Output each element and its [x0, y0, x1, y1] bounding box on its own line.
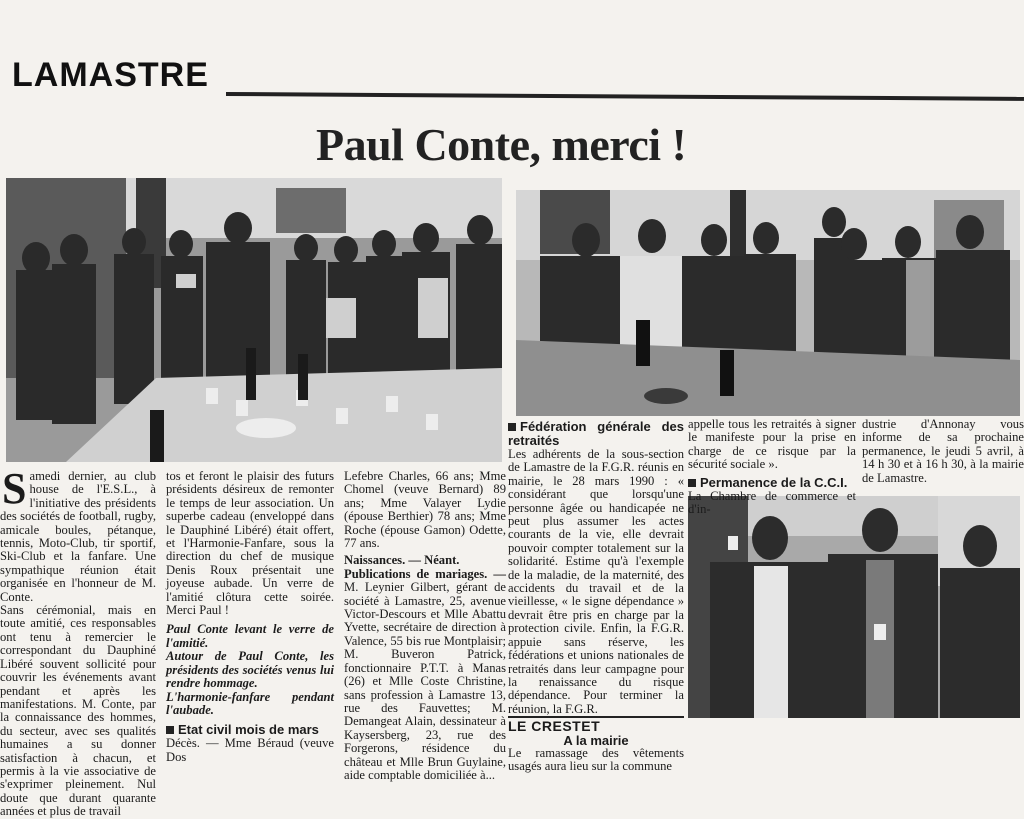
dropcap: S	[2, 464, 27, 513]
article-paragraph: Les adhérents de la sous-section de Lamastre de la F.G.R. réunis en mairie, le 28 mars 1990 : « considérant que lorsqu'une personne âgée ou handicapée ne peut plus assumer les actes courants de la vie, elle devrait pouvoir compter totalement sur la solidarité. Estime qu'à l'exemple de la maladie, de la maternité, des accidents du travail et de la vieillesse, « le signe dépendance » devrait être pris en charge par la protection civile. Enfin, la F.G.R. appuie sans réserve, les fédérations et unions nationales de retraités dans leur campagne pour la renaissance du risque dépendance. Pour terminer la réunion, la F.G.R.	[508, 447, 684, 716]
article-paragraph: dustrie d'Annonay vous informe de sa prochaine permanence, le jeudi 5 avril, à 14 h 30 et à 16 h 30, à la mairie de Lamastre.	[862, 417, 1024, 485]
headline: Paul Conte, merci !	[316, 119, 687, 170]
publications-text: M. Leynier Gilbert, gérant de société à Lamastre, 25, avenue Victor-Descours et Mlle Abattu Yvette, secrétaire de direction à Valence, 55 bis rue Montplaisir; M. Buveron Patrick, fonctionnaire P.T.T. à Manas (26) et Mlle Coste Christine, sans profession à Lamastre 13, rue des Fauvettes; M. Demangeat Alain, dessinateur à Kaysersberg, 23, rue des Forgerons, résidence du château et Mlle Brun Guylaine, aide comptable domiciliée à...	[344, 580, 506, 782]
publications-lead: Publications de mariages. —	[344, 566, 506, 581]
cci-head: Permanence de la C.C.I.	[688, 476, 856, 490]
column-4	[508, 420, 684, 774]
square-bullet-icon	[688, 479, 696, 487]
mairie-head: A la mairie	[563, 732, 629, 748]
article-paragraph: Le ramassage des vêtements usagés aura lieu sur la commune	[508, 745, 684, 774]
photo-caption: Autour de Paul Conte, les présidents des sociétés venus lui rendre hommage.	[166, 649, 334, 691]
fgr-head: Fédération générale des retraités	[508, 419, 684, 448]
article-paragraph: Sans cérémonial, mais en toute amitié, ces responsables ont tenu à remercier le correspondant du Dauphiné Libéré souvent sollicité pour couvrir les événements avant pendant et après les manifestations. M. Conte, par la connaissance des hommes, du secteur, avec ses qualités humaines a su donner satisfaction à chacun, et permis à la vie associative de s'exprimer pleinement. Nul doute que durant quarante années et plus de travail	[0, 603, 156, 819]
photo-caption: Paul Conte levant le verre de l'amitié.	[166, 622, 334, 650]
column-6	[862, 418, 1024, 485]
column-1	[0, 464, 156, 819]
etat-civil-head: Etat civil mois de mars	[166, 723, 334, 737]
square-bullet-icon	[508, 423, 516, 431]
naissances-text: Naissances. — Néant.	[344, 553, 460, 568]
article-paragraph: La Chambre de commerce et d'in-	[688, 488, 856, 517]
section-title: LAMASTRE	[12, 56, 209, 94]
column-2	[166, 470, 334, 764]
article-paragraph: amedi dernier, au club house de l'E.S.L., à l'initiative des présidents des sociétés de football, rugby, amicale boules, pétanque, tennis, Moto-Club, tir sportif, Ski-Club et la fanfare. Une sympathique réunion était organisée en l'honneur de M. Conte.	[0, 469, 156, 604]
deces-text: Décès. — Mme Béraud (veuve Dos	[166, 736, 334, 764]
photo-paul-conte-toast	[688, 496, 1020, 718]
column-3	[344, 470, 506, 782]
photo-caption: L'harmonie-fanfare pendant l'aubade.	[166, 689, 334, 717]
article-paragraph: tos et feront le plaisir des futurs présidents désireux de remonter le temps de leur association. Un superbe cadeau (enveloppé dans le Dauphiné Libéré) était offert, et l'Harmonie-Fanfare, sous la direction du chef de musique Denis Roux présentait une joyeuse aubade. Un verre de l'amitié clôtura cette soirée. Merci Paul !	[166, 469, 334, 618]
column-5	[688, 418, 856, 516]
photo-harmonie-fanfare	[6, 178, 502, 462]
le-crestet-head: LE CRESTET	[508, 716, 684, 733]
article-paragraph: Lefebre Charles, 66 ans; Mme Chomel (veuve Bernard) 89 ans; Mme Valayer Lydie (épouse Berthier) 78 ans; Mme Roche (épouse Gamon) Odette, 77 ans.	[344, 469, 506, 551]
article-paragraph: appelle tous les retraités à signer le manifeste pour la prise en charge de ce risque par la sécurité sociale ».	[688, 417, 856, 472]
header-rule	[226, 92, 1024, 101]
square-bullet-icon	[166, 726, 174, 734]
photo-presidents	[516, 190, 1020, 416]
